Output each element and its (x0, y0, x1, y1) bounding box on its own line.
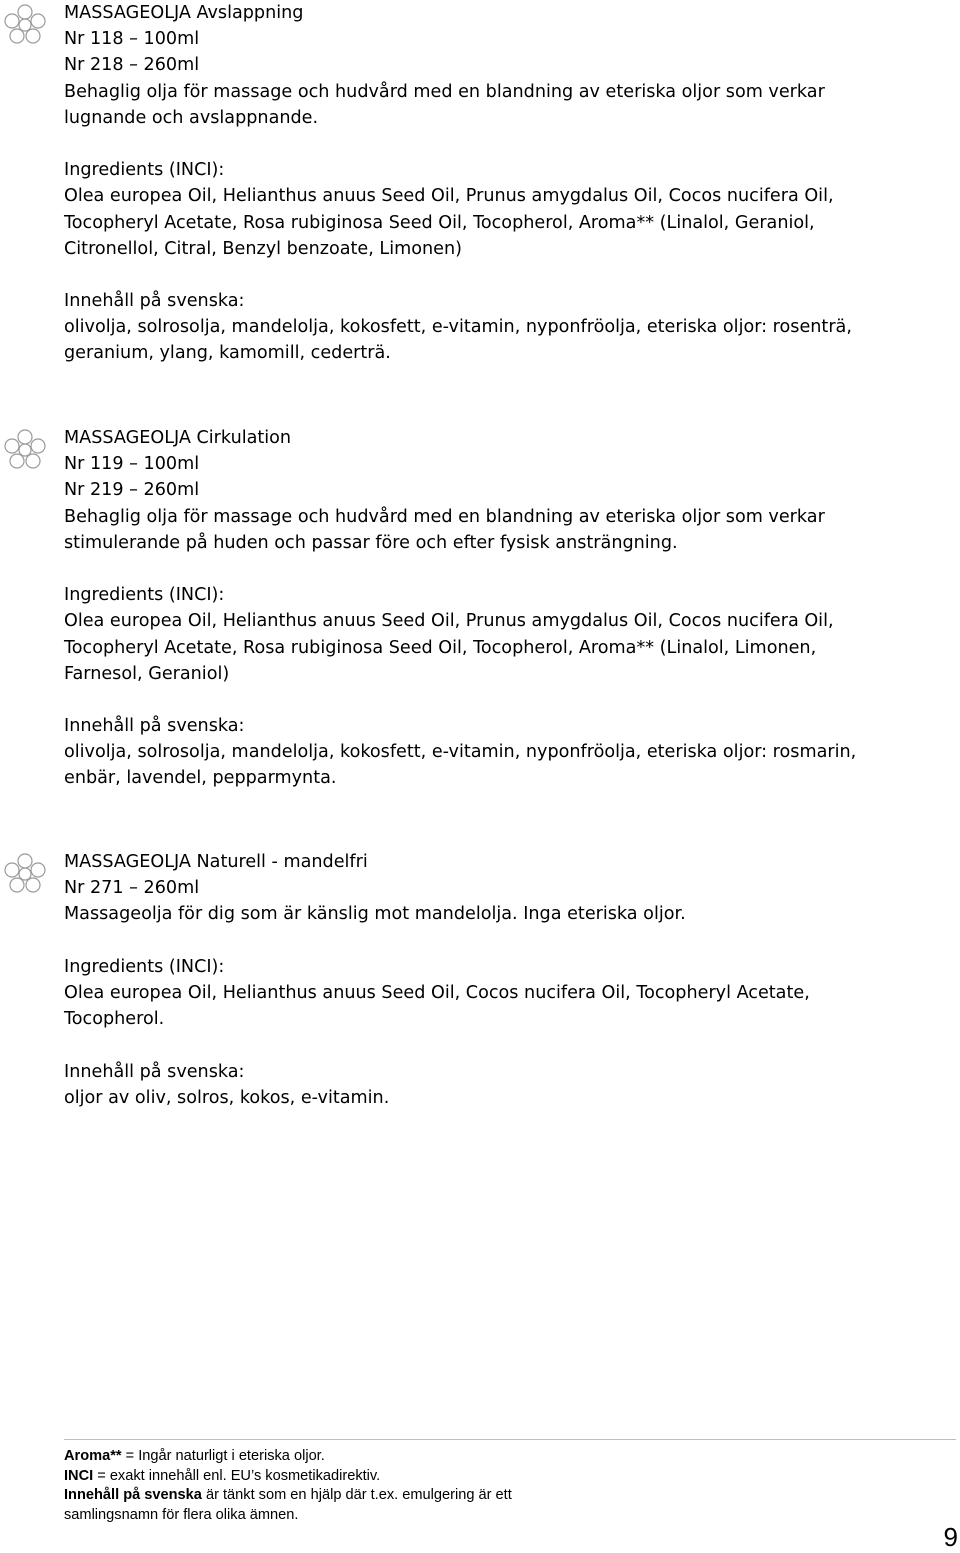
description-line: Behaglig olja för massage och hudvård med en blandning av eteriska oljor som verkar (64, 506, 825, 527)
swedish-line: olivolja, solrosolja, mandelolja, kokosfett, e-vitamin, nyponfröolja, eteriska oljor: rosenträ, (64, 317, 852, 338)
footer-notes (64, 1447, 764, 1525)
inci-heading: Ingredients (INCI): (64, 956, 225, 977)
inci-line: Olea europea Oil, Helianthus anuus Seed Oil, Prunus amygdalus Oil, Cocos nucifera Oil, (64, 611, 834, 632)
flower-icon (0, 427, 50, 475)
swedish-line: geranium, ylang, kamomill, cederträ. (64, 343, 391, 364)
swedish-line: enbär, lavendel, pepparmynta. (64, 768, 337, 789)
size-line: Nr 218 – 260ml (64, 55, 200, 76)
description-line: Massageolja för dig som är känslig mot mandelolja. Inga eteriska oljor. (64, 904, 686, 925)
flower-icon (0, 851, 50, 899)
size-line: Nr 119 – 100ml (64, 454, 200, 475)
footer-term: INCI (64, 1467, 94, 1484)
footer-swedish-note (64, 1486, 764, 1506)
inci-line: Citronellol, Citral, Benzyl benzoate, Limonen) (64, 238, 463, 259)
description-line: lugnande och avslappnande. (64, 107, 319, 128)
footer-definition: = Ingår naturligt i eteriska oljor. (121, 1448, 325, 1464)
footer-term: Innehåll på svenska (64, 1487, 202, 1503)
footer-term: Aroma** (64, 1448, 122, 1464)
swedish-heading: Innehåll på svenska: (64, 716, 245, 737)
inci-line: Farnesol, Geraniol) (64, 663, 230, 684)
footer-definition: är tänkt som en hjälp där t.ex. emulgering är ett (201, 1487, 512, 1503)
inci-heading: Ingredients (INCI): (64, 585, 225, 606)
inci-line: Olea europea Oil, Helianthus anuus Seed Oil, Prunus amygdalus Oil, Cocos nucifera Oil, (64, 186, 834, 207)
description-line: Behaglig olja för massage och hudvård med en blandning av eteriska oljor som verkar (64, 81, 825, 102)
inci-heading: Ingredients (INCI): (64, 160, 225, 181)
size-line: Nr 219 – 260ml (64, 480, 200, 501)
description-line: stimulerande på huden och passar före och efter fysisk ansträngning. (64, 532, 678, 553)
page-number: 9 (943, 1522, 958, 1552)
inci-line: Tocopheryl Acetate, Rosa rubiginosa Seed Oil, Tocopherol, Aroma** (Linalol, Geraniol, (64, 212, 815, 233)
swedish-heading: Innehåll på svenska: (64, 1061, 245, 1082)
size-line: Nr 271 – 260ml (64, 878, 200, 899)
footer-definition: = exakt innehåll enl. EU’s kosmetikadirektiv. (93, 1467, 381, 1484)
product-title: MASSAGEOLJA Naturell - mandelfri (64, 852, 368, 872)
footer-divider (64, 1439, 956, 1440)
footer-aroma-note (64, 1447, 764, 1467)
inci-line: Tocopherol. (64, 1009, 165, 1030)
swedish-heading: Innehåll på svenska: (64, 291, 245, 312)
inci-line: Tocopheryl Acetate, Rosa rubiginosa Seed Oil, Tocopherol, Aroma** (Linalol, Limonen, (64, 637, 817, 658)
product-title: MASSAGEOLJA Cirkulation (64, 428, 292, 448)
swedish-line: olivolja, solrosolja, mandelolja, kokosfett, e-vitamin, nyponfröolja, eteriska oljor: rosmarin, (64, 742, 857, 763)
swedish-line: oljor av oliv, solros, kokos, e-vitamin. (64, 1087, 390, 1108)
footer-inci-note (64, 1467, 764, 1487)
product-title: MASSAGEOLJA Avslappning (64, 3, 304, 23)
size-line: Nr 118 – 100ml (64, 29, 200, 50)
flower-icon (0, 2, 50, 50)
footer-definition-cont: samlingsnamn för flera olika ämnen. (64, 1506, 299, 1523)
inci-line: Olea europea Oil, Helianthus anuus Seed Oil, Cocos nucifera Oil, Tocopheryl Acetate, (64, 982, 810, 1003)
